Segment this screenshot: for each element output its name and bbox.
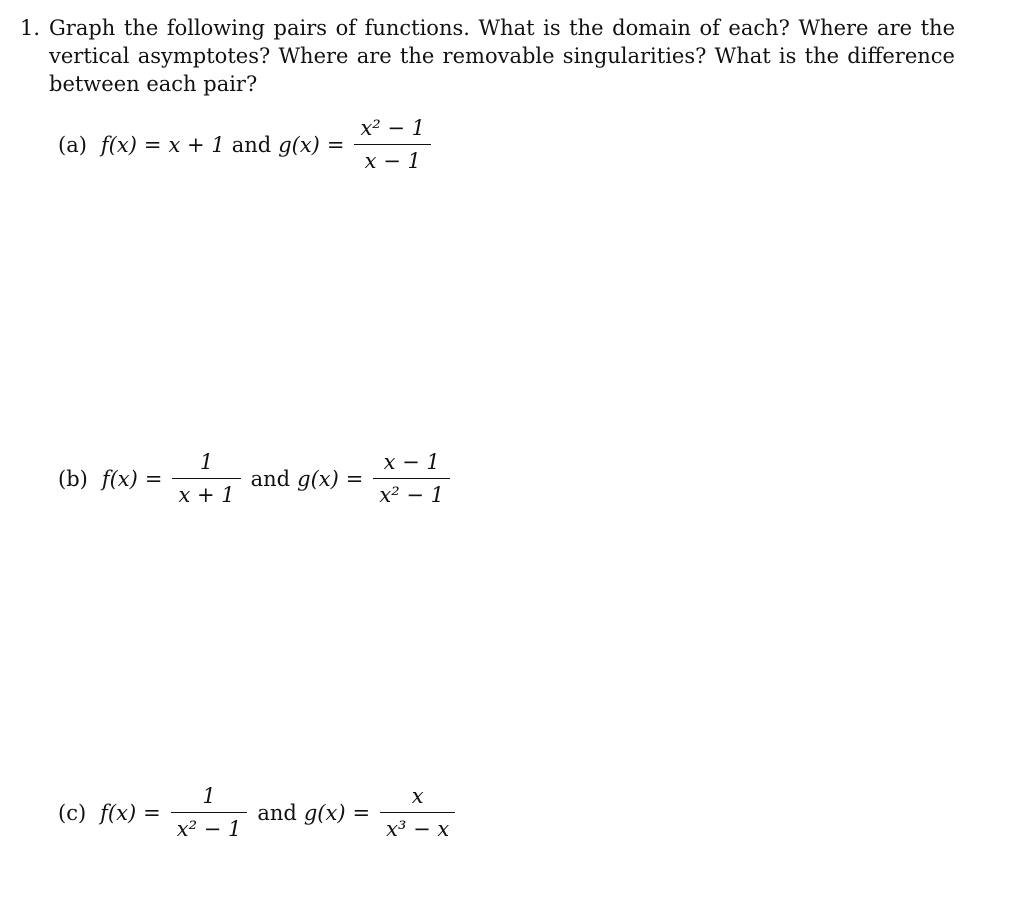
part-c bbox=[58, 784, 458, 841]
part-a-f-name: f(x) bbox=[100, 132, 137, 157]
part-a-g-fraction bbox=[354, 116, 431, 173]
part-c-f-fraction bbox=[171, 784, 248, 841]
part-b-g-numerator: x − 1 bbox=[383, 450, 440, 474]
part-c-f-denominator: x² − 1 bbox=[176, 817, 242, 841]
part-c-g-denominator: x³ − x bbox=[386, 817, 450, 841]
part-a-f-expression: x + 1 bbox=[168, 132, 225, 157]
part-c-f-numerator: 1 bbox=[202, 784, 216, 808]
part-c-and: and bbox=[257, 800, 297, 825]
part-b-f-name: f(x) bbox=[101, 466, 138, 491]
part-a bbox=[58, 116, 434, 173]
part-b-g-name: g(x) bbox=[297, 466, 339, 491]
part-c-g-fraction bbox=[380, 784, 455, 841]
part-a-g-equals: = bbox=[326, 132, 345, 157]
part-c-g-equals: = bbox=[352, 800, 371, 825]
part-a-label: (a) bbox=[58, 132, 87, 157]
part-a-g-denominator: x − 1 bbox=[364, 149, 421, 173]
problem-number: 1. bbox=[20, 16, 41, 40]
part-c-g-name: g(x) bbox=[303, 800, 346, 825]
part-a-g-name: g(x) bbox=[278, 132, 320, 157]
part-b-f-equals: = bbox=[144, 466, 163, 491]
part-b-and: and bbox=[250, 466, 291, 491]
part-c-f-name: f(x) bbox=[100, 800, 137, 825]
part-b-g-equals: = bbox=[345, 466, 364, 491]
part-b-f-denominator: x + 1 bbox=[178, 483, 235, 507]
problem-statement: Graph the following pairs of functions. What is the domain of each? Where are the vertical asymptotes? Where are the removable singularities? What is the difference between each pair? bbox=[49, 16, 955, 96]
part-a-f-equals: = bbox=[143, 132, 162, 157]
part-a-and: and bbox=[231, 132, 272, 157]
part-b-g-denominator: x² − 1 bbox=[379, 483, 444, 507]
part-b-label: (b) bbox=[58, 466, 88, 491]
part-b-g-fraction bbox=[373, 450, 450, 507]
part-b-f-numerator: 1 bbox=[199, 450, 214, 474]
part-b-f-fraction bbox=[172, 450, 240, 507]
part-c-g-numerator: x bbox=[411, 784, 424, 808]
part-c-label: (c) bbox=[58, 800, 87, 825]
part-c-f-equals: = bbox=[143, 800, 161, 825]
part-b bbox=[58, 450, 453, 507]
part-a-g-numerator: x² − 1 bbox=[360, 116, 426, 140]
